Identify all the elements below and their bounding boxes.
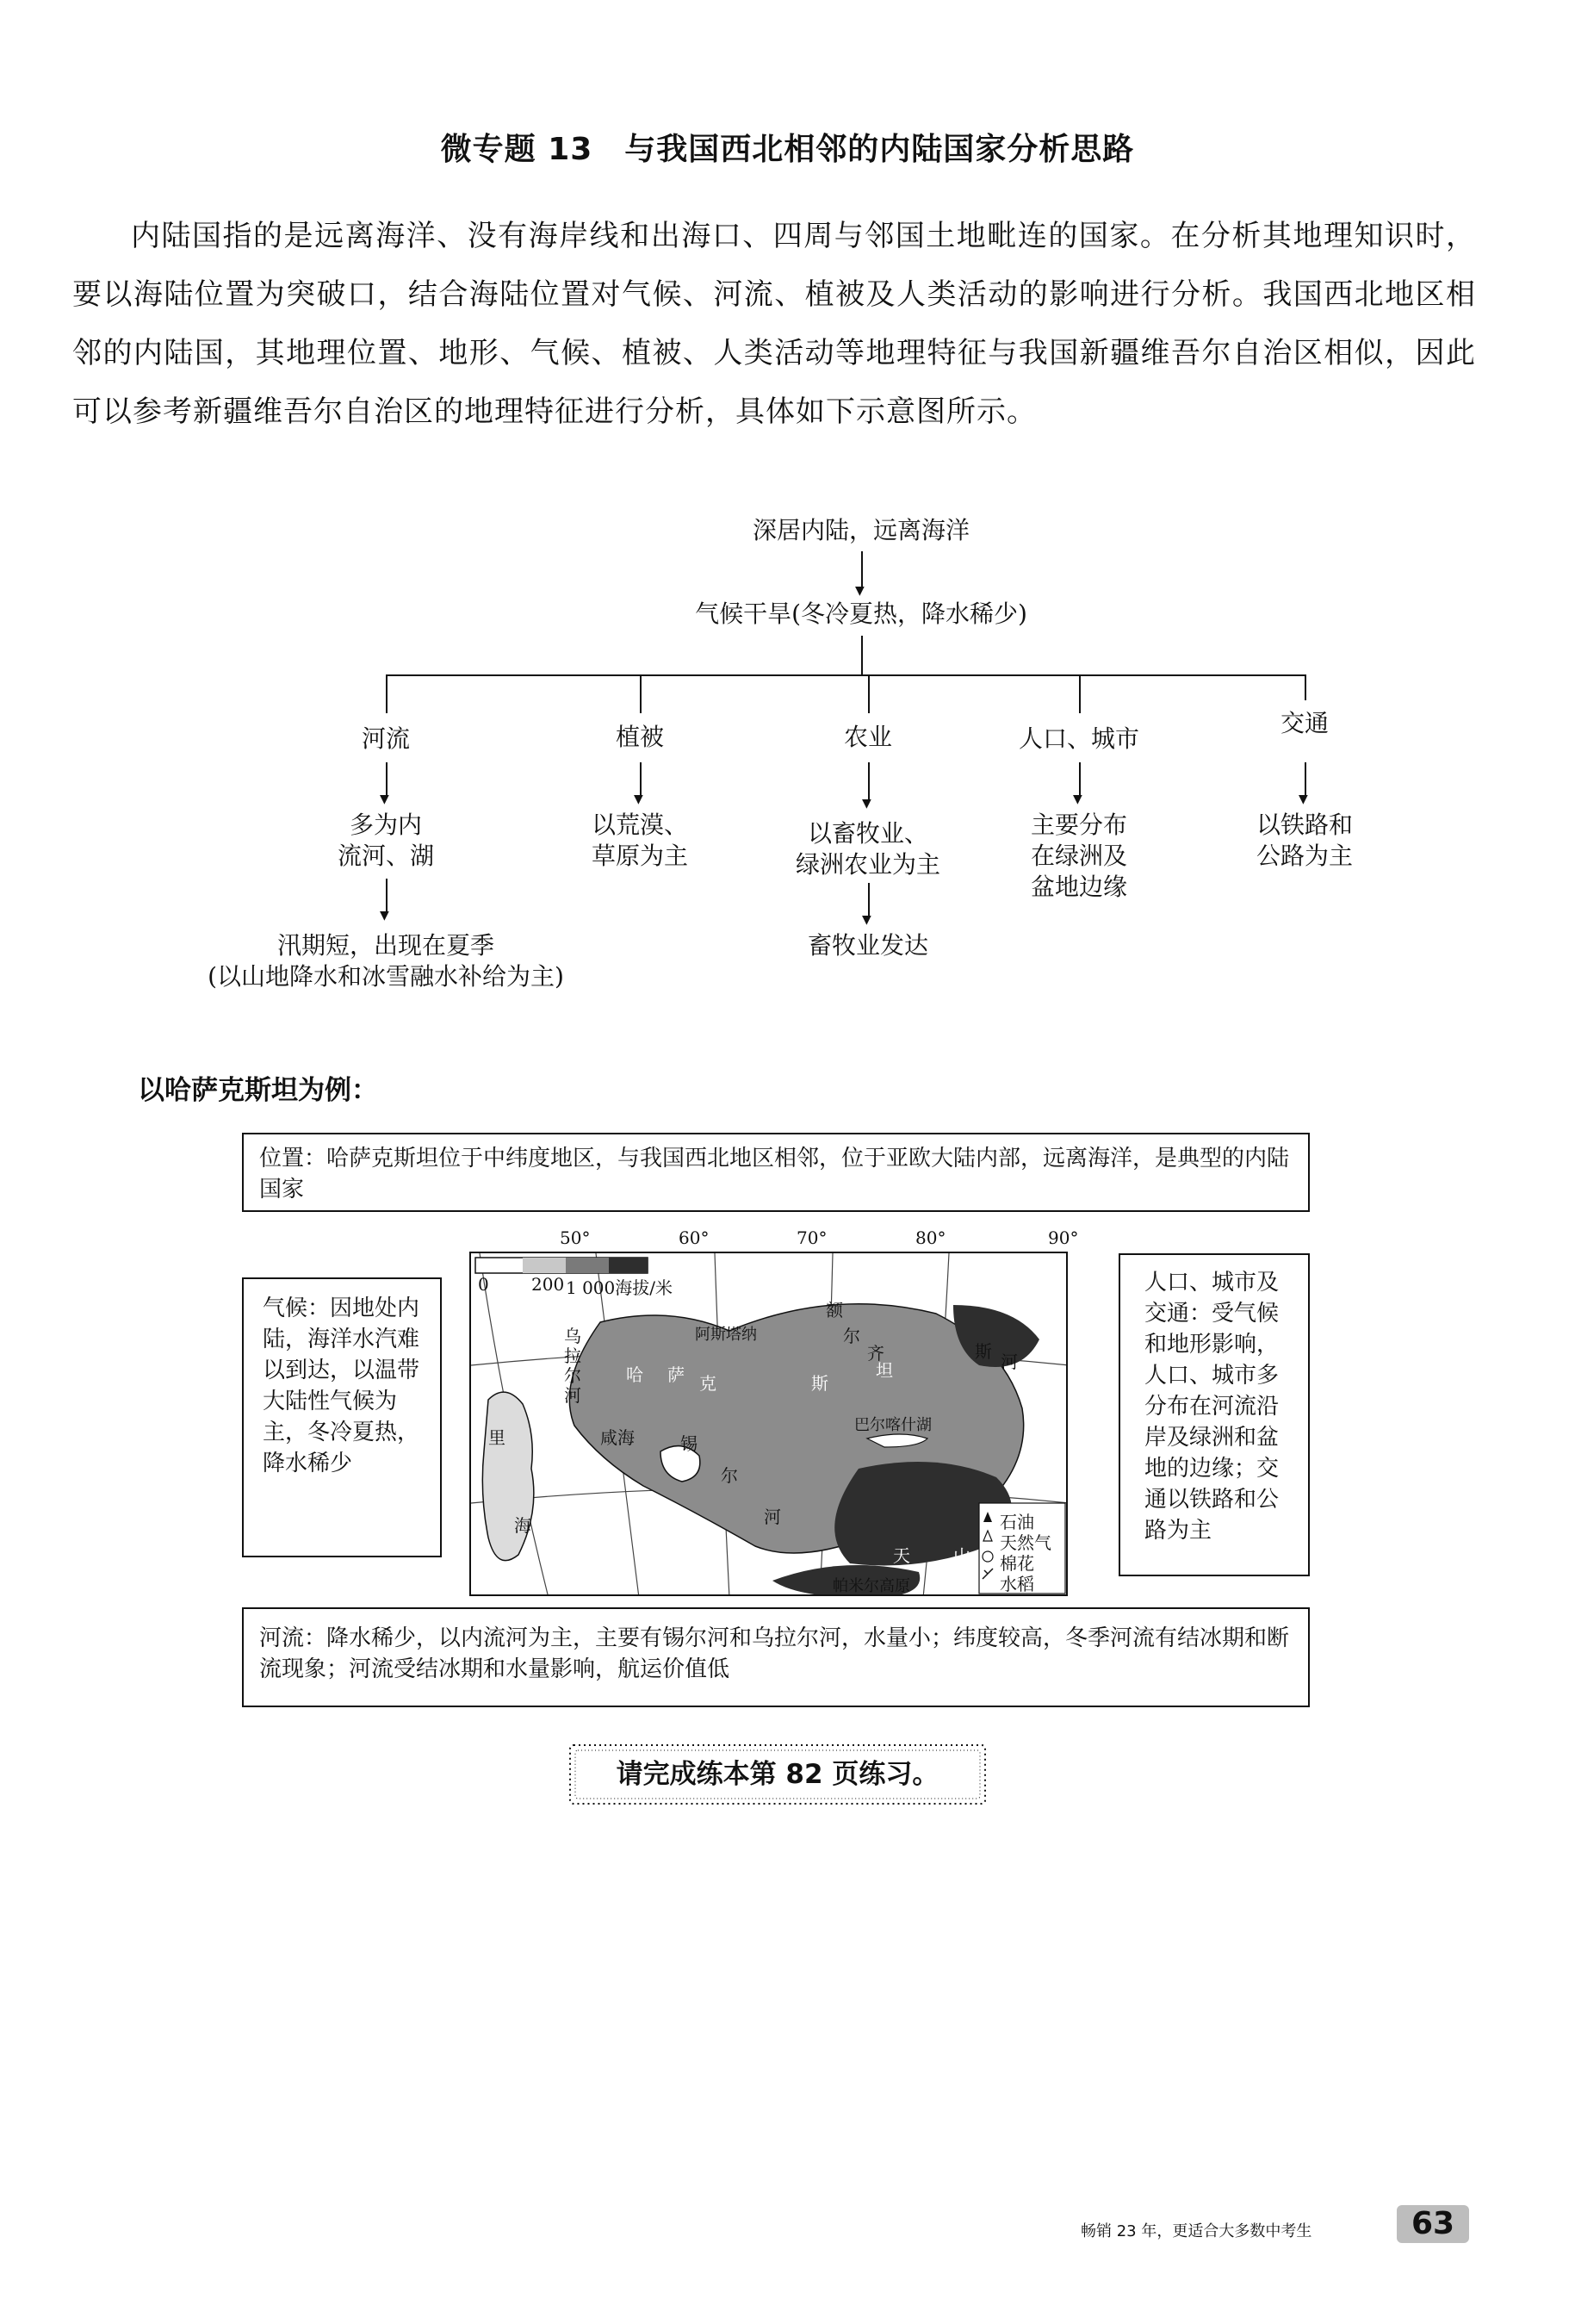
map-label-ural: 河 xyxy=(564,1385,581,1406)
page-title: 微专题 13 与我国西北相邻的内陆国家分析思路 xyxy=(440,132,1135,167)
legend-oil: 石油 xyxy=(1000,1512,1034,1532)
footer-slogan: 畅销 23 年，更适合大多数中考生 xyxy=(1081,2222,1312,2240)
arrow-down-icon: ▼ xyxy=(855,584,865,598)
map-label-tianshan: 山 xyxy=(953,1545,970,1566)
river-detail xyxy=(295,810,476,872)
longitude-label: 50° xyxy=(560,1227,591,1248)
arrow-down-icon: ▼ xyxy=(862,797,871,811)
map-label-pamir: 帕米尔高原 xyxy=(833,1577,910,1595)
agriculture-detail xyxy=(756,818,980,880)
branch-line xyxy=(640,674,642,713)
river-detail-line: 多为内 xyxy=(349,811,422,839)
arrow-line xyxy=(640,762,642,797)
scale-tick: 0 xyxy=(478,1274,489,1295)
agriculture-detail-line: 绿洲农业为主 xyxy=(795,850,940,879)
map-label-caspian: 海 xyxy=(514,1515,531,1536)
exercise-text: 请完成练本第 82 页练习。 xyxy=(616,1759,939,1790)
connector-line xyxy=(861,636,863,674)
river-sub-detail xyxy=(171,930,601,992)
branch-line xyxy=(386,674,388,713)
legend-rice: 水稻 xyxy=(1000,1574,1034,1594)
example-heading: 以哈萨克斯坦为例： xyxy=(138,1075,378,1106)
population-detail-line: 盆地边缘 xyxy=(1030,873,1127,901)
transport-detail-line: 以铁路和 xyxy=(1256,811,1353,839)
longitude-label: 70° xyxy=(797,1227,828,1248)
exercise-note xyxy=(567,1740,989,1809)
branch-population: 人口、城市 xyxy=(1018,724,1139,753)
map-label-balkhash: 巴尔喀什湖 xyxy=(854,1416,932,1434)
map-label-ural: 乌 xyxy=(564,1326,581,1346)
map-label-ural: 拉 xyxy=(564,1345,581,1366)
map-label-syr: 尔 xyxy=(721,1465,738,1486)
map-label-astana: 阿斯塔纳 xyxy=(695,1326,757,1344)
climate-box: 气候：因地处内陆，海洋水汽难以到达，以温带大陆性气候为主，冬冷夏热，降水稀少 xyxy=(242,1277,442,1557)
vegetation-detail-line: 草原为主 xyxy=(591,842,688,870)
location-box: 位置：哈萨克斯坦位于中纬度地区，与我国西北地区相邻，位于亚欧大陆内部，远离海洋，是典型的内陆国家 xyxy=(242,1133,1310,1212)
map-label-kazakhstan: 萨 xyxy=(667,1364,685,1385)
arrow-line xyxy=(861,551,863,587)
arrow-down-icon: ▼ xyxy=(1299,792,1308,806)
population-detail xyxy=(989,810,1169,903)
map-label-irtysh: 河 xyxy=(1001,1352,1018,1372)
longitude-label: 90° xyxy=(1048,1227,1079,1248)
arrow-down-icon: ▼ xyxy=(634,792,643,806)
branch-bar xyxy=(386,674,1306,676)
arrow-line xyxy=(386,879,388,913)
scale-tick: 1 000海拔/米 xyxy=(566,1277,673,1298)
longitude-label: 60° xyxy=(679,1227,710,1248)
map-label-kazakhstan: 坦 xyxy=(876,1360,893,1381)
map-label-kazakhstan: 克 xyxy=(699,1373,716,1394)
map-label-ural: 尔 xyxy=(564,1365,581,1386)
map-graphic xyxy=(471,1253,1068,1596)
branch-river: 河流 xyxy=(361,724,410,753)
map-label-syr: 河 xyxy=(764,1507,781,1527)
flowchart-top: 深居内陆，远离海洋 xyxy=(752,516,970,544)
map-label-tianshan: 天 xyxy=(893,1545,910,1566)
population-detail-line: 在绿洲及 xyxy=(1030,842,1127,870)
population-detail-line: 主要分布 xyxy=(1030,811,1127,839)
branch-line xyxy=(1305,674,1306,700)
branch-vegetation: 植被 xyxy=(615,723,664,751)
map-label-irtysh: 额 xyxy=(826,1300,843,1320)
arrow-line xyxy=(1079,762,1081,797)
arrow-line xyxy=(868,883,870,917)
population-box: 人口、城市及交通：受气候和地形影响，人口、城市多分布在河流沿岸及绿洲和盆地的边缘；交通以铁路和公路为主 xyxy=(1119,1253,1310,1576)
longitude-label: 80° xyxy=(915,1227,946,1248)
river-sub-line: (以山地降水和冰雪融水补给为主) xyxy=(208,962,564,991)
map-label-irtysh: 斯 xyxy=(975,1341,992,1362)
river-sub-line: 汛期短，出现在夏季 xyxy=(276,931,494,960)
intro-paragraph: 内陆国指的是远离海洋、没有海岸线和出海口、四周与邻国土地毗连的国家。在分析其地理知识时，要以海陆位置为突破口，结合海陆位置对气候、河流、植被及人类活动的影响进行分析。我国西北地区相邻的内陆国，其地理位置、地形、气候、植被、人类活动等地理特征与我国新疆维吾尔自治区相似，因此可以参考新疆维吾尔自治区的地理特征进行分析，具体如下示意图所示。 xyxy=(72,219,1476,429)
branch-agriculture: 农业 xyxy=(843,723,892,751)
legend-gas: 天然气 xyxy=(1000,1532,1051,1553)
arrow-down-icon: ▼ xyxy=(380,792,389,806)
branch-transport: 交通 xyxy=(1280,709,1329,737)
transport-detail xyxy=(1214,810,1395,872)
arrow-down-icon: ▼ xyxy=(862,913,871,927)
map-label-kazakhstan: 斯 xyxy=(811,1373,828,1394)
arrow-line xyxy=(386,762,388,797)
vegetation-detail xyxy=(549,810,730,872)
map-label-irtysh: 尔 xyxy=(843,1326,860,1346)
river-box: 河流：降水稀少，以内流河为主，主要有锡尔河和乌拉尔河，水量小；纬度较高，冬季河流有结冰期和断流现象；河流受结冰期和水量影响，航运价值低 xyxy=(242,1607,1310,1707)
map-label-caspian: 里 xyxy=(488,1427,505,1448)
flowchart-climate: 气候干旱(冬冷夏热，降水稀少) xyxy=(695,600,1027,628)
map-label-aral: 咸海 xyxy=(600,1427,635,1448)
map-label-kazakhstan: 哈 xyxy=(626,1364,643,1385)
branch-line xyxy=(1079,674,1081,713)
scale-tick: 200 xyxy=(531,1274,565,1295)
arrow-line xyxy=(1305,762,1306,797)
page-number: 63 xyxy=(1397,2205,1469,2243)
arrow-down-icon: ▼ xyxy=(1073,792,1082,806)
vegetation-detail-line: 以荒漠、 xyxy=(591,811,688,839)
agriculture-sub-detail: 畜牧业发达 xyxy=(807,931,928,960)
kazakhstan-map xyxy=(469,1252,1068,1596)
branch-line xyxy=(868,674,870,713)
legend-cotton: 棉花 xyxy=(1000,1553,1034,1574)
arrow-down-icon: ▼ xyxy=(380,909,389,923)
arrow-line xyxy=(868,762,870,801)
map-label-syr: 锡 xyxy=(680,1433,698,1454)
map-label-irtysh: 齐 xyxy=(867,1343,884,1364)
transport-detail-line: 公路为主 xyxy=(1256,842,1353,870)
agriculture-detail-line: 以畜牧业、 xyxy=(807,819,928,848)
river-detail-line: 流河、湖 xyxy=(337,842,434,870)
